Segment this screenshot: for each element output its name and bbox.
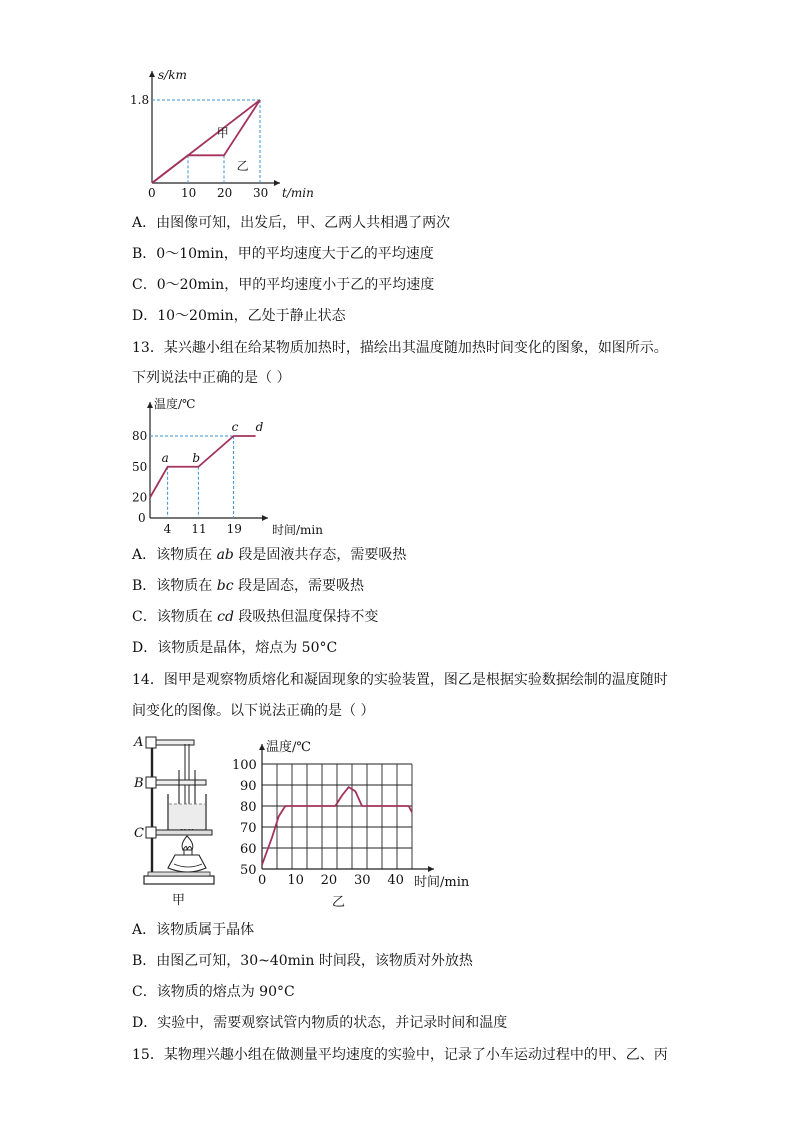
fig2-curve bbox=[150, 436, 256, 498]
fig2-ytick-0: 0 bbox=[138, 511, 146, 525]
apparatus-label-a: A bbox=[134, 735, 144, 750]
fig2-xtick-19: 19 bbox=[226, 522, 242, 536]
apparatus-caption: 甲 bbox=[172, 893, 186, 908]
st-graph bbox=[120, 62, 320, 202]
fig2-ytick-50: 50 bbox=[132, 459, 148, 474]
fig2-ytick-20: 20 bbox=[132, 490, 148, 505]
fig3-ytick-100: 100 bbox=[232, 758, 257, 773]
q14-option-b: B．由图乙可知，30~40min 时间段，该物质对外放热 bbox=[132, 953, 473, 969]
fig2-xtick-4: 4 bbox=[163, 522, 172, 536]
fig2-point-label-d: d bbox=[255, 420, 264, 434]
fig1-xtick-10: 10 bbox=[181, 186, 197, 200]
fig3-x-axis-head bbox=[428, 866, 434, 872]
fig3-ylabel: 温度/℃ bbox=[266, 740, 311, 755]
fig1-xtick-0: 0 bbox=[148, 186, 156, 200]
fig3-xlabel: 时间/min bbox=[414, 875, 470, 890]
apparatus-label-b: B bbox=[134, 776, 144, 791]
q13-option-c: C．该物质在 cd 段吸热但温度保持不变 bbox=[132, 609, 379, 625]
q13-option-a: A．该物质在 ab 段是固液共存态，需要吸热 bbox=[132, 547, 407, 563]
fig2-y-axis-head bbox=[147, 402, 153, 408]
fig3-xtick-0: 0 bbox=[258, 873, 267, 888]
temperature-time-graph bbox=[128, 394, 348, 539]
fig1-x-axis-head bbox=[274, 180, 280, 186]
fig1-label-yi: 乙 bbox=[236, 158, 249, 173]
q13-stem-line1: 13．某兴趣小组在给某物质加热时，描绘出其温度随加热时间变化的图象，如图所示。 bbox=[132, 340, 668, 356]
fig3-ytick-60: 60 bbox=[240, 842, 257, 857]
q15-stem-line1: 15．某物理兴趣小组在做测量平均速度的实验中，记录了小车运动过程中的甲、乙、丙 bbox=[132, 1047, 668, 1063]
fig3-xtick-30: 30 bbox=[354, 873, 371, 888]
grid-temperature-graph bbox=[232, 730, 492, 910]
fig3-caption: 乙 bbox=[332, 895, 346, 910]
fig1-ylabel: s/km bbox=[158, 68, 187, 82]
fig1-xtick-30: 30 bbox=[253, 186, 269, 200]
fig2-point-label-b: b bbox=[192, 450, 201, 465]
q14-stem-line1: 14．图甲是观察物质熔化和凝固现象的实验装置，图乙是根据实验数据绘制的温度随时 bbox=[132, 672, 668, 688]
apparatus-label-c: C bbox=[134, 826, 144, 841]
fig3-xtick-40: 40 bbox=[387, 873, 404, 888]
q13-stem-line2: 下列说法中正确的是（ ） bbox=[132, 370, 291, 386]
fig1-xlabel: t/min bbox=[282, 186, 314, 200]
fig3-ytick-90: 90 bbox=[240, 779, 257, 794]
fig3-ytick-50: 50 bbox=[240, 863, 257, 878]
fig3-y-axis-head bbox=[259, 744, 265, 750]
q14-option-a: A．该物质属于晶体 bbox=[132, 922, 255, 938]
fig1-xtick-20: 20 bbox=[217, 186, 233, 200]
fig2-point-label-c: c bbox=[231, 420, 239, 434]
experiment-apparatus bbox=[130, 730, 230, 910]
fig1-label-jia: 甲 bbox=[216, 125, 229, 140]
q14-option-d: D．实验中，需要观察试管内物质的状态，并记录时间和温度 bbox=[132, 1015, 508, 1031]
q12-option-b: B．0～10min，甲的平均速度大于乙的平均速度 bbox=[132, 246, 434, 262]
q12-option-a: A．由图像可知，出发后，甲、乙两人共相遇了两次 bbox=[132, 215, 451, 231]
fig2-point-label-a: a bbox=[161, 450, 169, 465]
fig2-xtick-11: 11 bbox=[191, 522, 207, 536]
q12-option-c: C．0～20min，甲的平均速度小于乙的平均速度 bbox=[132, 277, 435, 293]
fig3-ytick-80: 80 bbox=[240, 800, 257, 815]
q13-option-b: B．该物质在 bc 段是固态，需要吸热 bbox=[132, 578, 365, 594]
q12-option-d: D．10～20min，乙处于静止状态 bbox=[132, 308, 346, 324]
fig3-xtick-10: 10 bbox=[287, 873, 304, 888]
q14-option-c: C．该物质的熔点为 90°C bbox=[132, 984, 295, 1000]
fig3-ytick-70: 70 bbox=[240, 821, 257, 836]
fig2-ylabel: 温度/℃ bbox=[154, 397, 196, 411]
fig2-ytick-80: 80 bbox=[132, 429, 148, 443]
fig1-y-axis-head bbox=[149, 71, 155, 77]
fig1-ytick-1.8: 1.8 bbox=[130, 93, 150, 107]
q14-stem-line2: 间变化的图像。以下说法正确的是（ ） bbox=[132, 703, 375, 719]
fig2-x-axis-head bbox=[262, 515, 268, 521]
q13-option-d: D．该物质是晶体，熔点为 50°C bbox=[132, 640, 338, 656]
fig3-xtick-20: 20 bbox=[320, 873, 338, 888]
fig2-xlabel: 时间/min bbox=[272, 523, 323, 537]
